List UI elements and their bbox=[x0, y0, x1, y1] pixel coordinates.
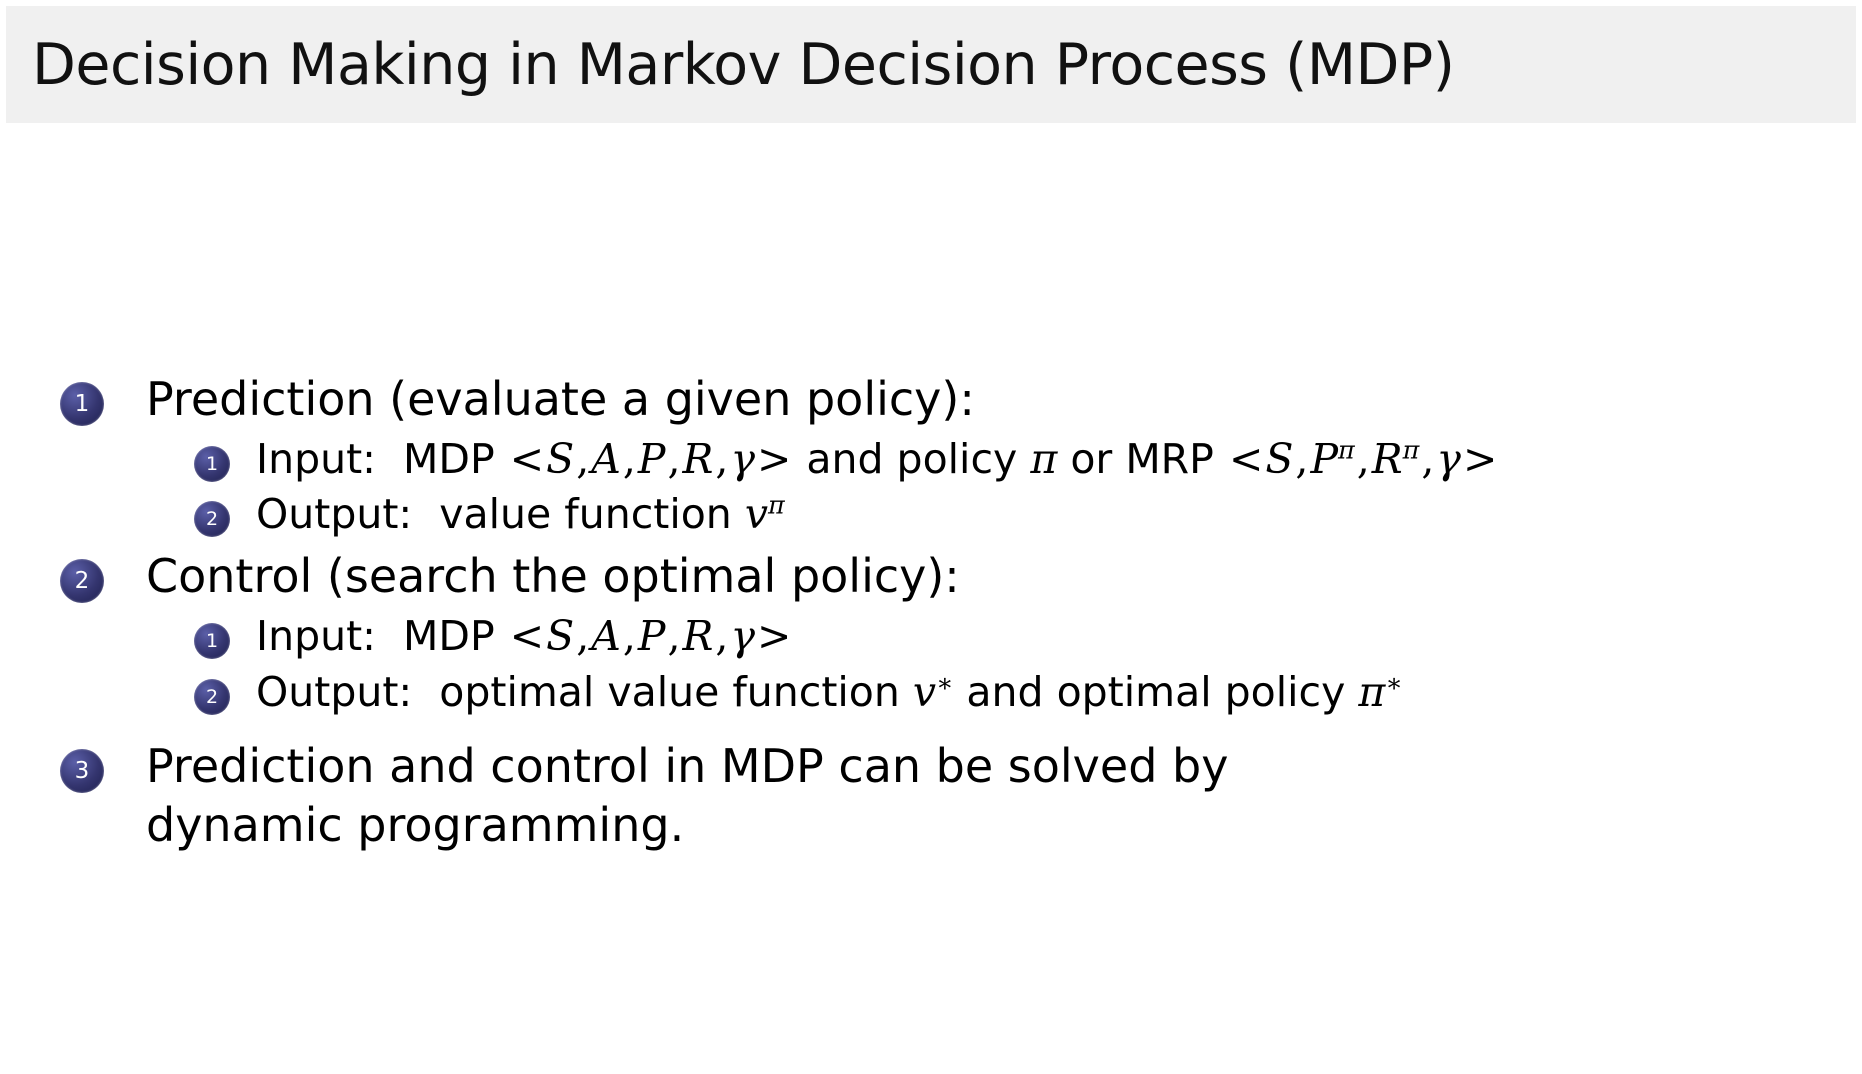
outline-list bbox=[60, 370, 1850, 855]
bullet-number-icon: 2 bbox=[194, 679, 230, 715]
v-pi-math: $v^\pi$ bbox=[744, 489, 785, 539]
v-star-math: v∗ bbox=[912, 666, 954, 716]
sub-item-output-control bbox=[256, 666, 1850, 719]
bullet-number-icon: 1 bbox=[60, 382, 104, 426]
list-item bbox=[60, 547, 1850, 718]
list-item-label: Prediction (evaluate a given policy): bbox=[146, 372, 975, 426]
mdp-tuple-math: <S,A,P,R,γ> bbox=[509, 434, 792, 483]
optimal-value-function-label: optimal value function bbox=[439, 667, 900, 716]
list-item bbox=[194, 433, 1850, 486]
output-label: Output: bbox=[256, 490, 413, 539]
bullet-number-icon: 2 bbox=[60, 559, 104, 603]
and-optimal-policy-label: and optimal policy bbox=[966, 667, 1346, 716]
input-label: Input: bbox=[256, 434, 376, 483]
mdp-label: MDP bbox=[403, 434, 495, 483]
mrp-label: MRP bbox=[1125, 434, 1214, 483]
mdp-label: MDP bbox=[403, 612, 495, 661]
bullet-number-icon: 2 bbox=[194, 501, 230, 537]
mdp-tuple-math: <S,A,P,R,γ> bbox=[509, 612, 792, 661]
sub-item-output-prediction bbox=[256, 488, 1850, 541]
pi-star-math: π∗ bbox=[1358, 666, 1403, 716]
list-item bbox=[194, 488, 1850, 541]
page-title: Decision Making in Markov Decision Process (MDP) bbox=[32, 31, 1455, 98]
pi-symbol: π bbox=[1030, 434, 1058, 483]
list-item-label: Control (search the optimal policy): bbox=[146, 549, 960, 604]
sub-item-input-control bbox=[256, 610, 1850, 663]
and-policy-label: and policy bbox=[806, 434, 1018, 483]
slide-content bbox=[60, 370, 1850, 861]
list-item bbox=[194, 610, 1850, 663]
bullet-number-icon: 1 bbox=[194, 623, 230, 659]
bullet-number-icon: 1 bbox=[194, 446, 230, 482]
sub-list bbox=[146, 610, 1850, 719]
sub-list bbox=[146, 433, 1850, 542]
list-item bbox=[194, 666, 1850, 719]
bullet-number-icon: 3 bbox=[60, 749, 104, 793]
input-label: Input: bbox=[256, 612, 376, 661]
slide-title-bar bbox=[6, 6, 1856, 123]
list-item bbox=[60, 370, 1850, 541]
or-label: or bbox=[1070, 434, 1113, 483]
mrp-tuple-math: $<S,P^\pi,R^\pi,\gamma>$ bbox=[1228, 434, 1498, 483]
value-function-label: value function bbox=[439, 490, 732, 539]
output-label: Output: bbox=[256, 667, 413, 716]
list-item-label: Prediction and control in MDP can be solved by dynamic programming. bbox=[146, 738, 1229, 852]
sub-item-input-prediction bbox=[256, 433, 1850, 486]
list-item bbox=[60, 737, 1386, 855]
